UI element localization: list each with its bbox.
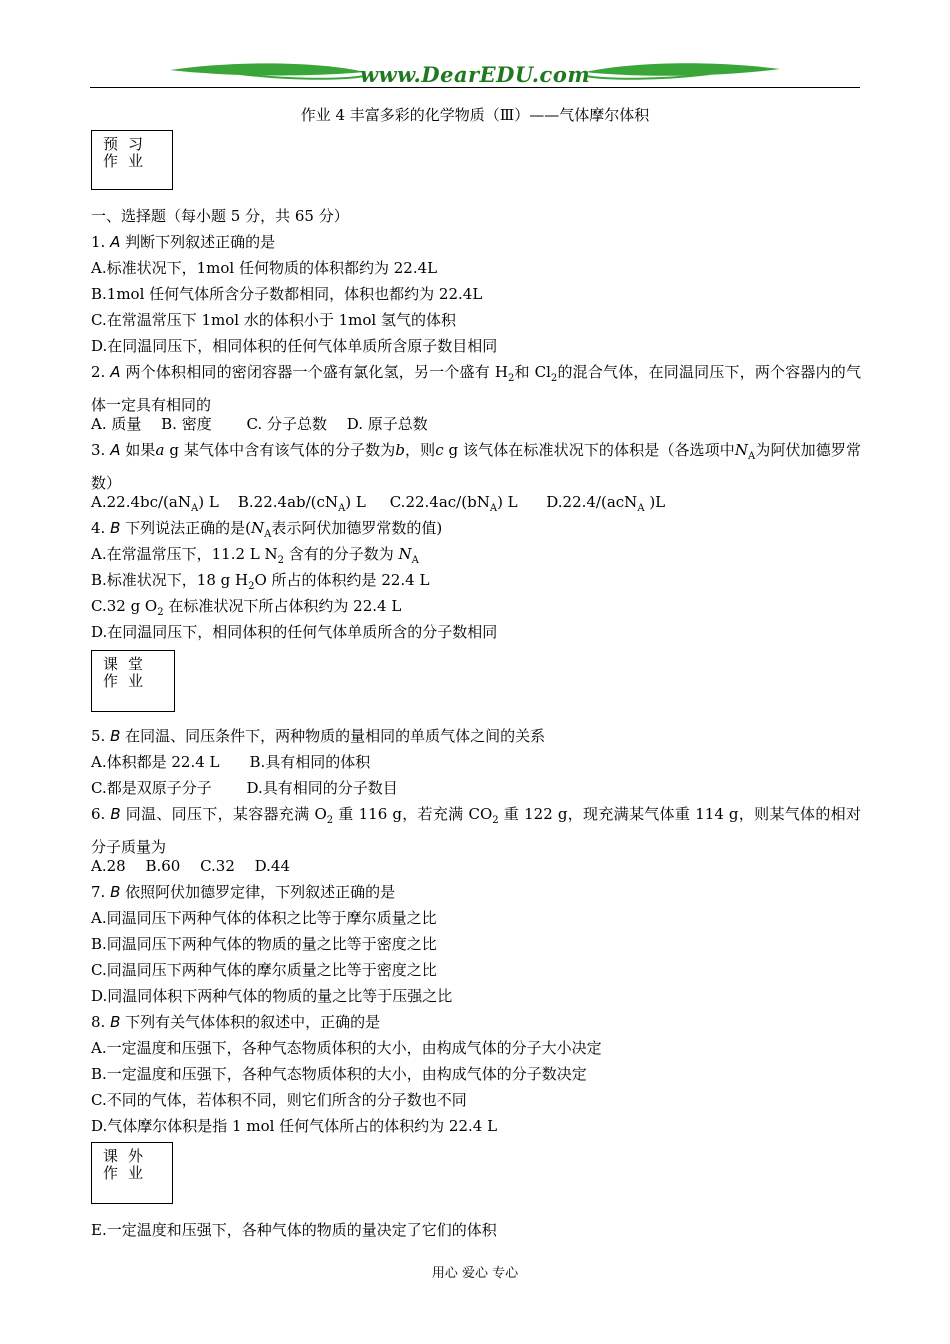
section-label: 预习 [103,135,154,153]
section-label: 课外 [103,1147,154,1165]
question-3: 3. A 如果a g 某气体中含有该气体的分子数为b，则c g 该气体在标准状况下的体积是（各选项中$N_A$为阿伏加德罗常数） [91,441,861,492]
q7-option: C.同温同压下两种气体的摩尔质量之比等于密度之比 [91,961,437,979]
part-heading: 一、选择题（每小题 5 分，共 65 分） [91,207,349,225]
q1-option: D.在同温同压下，相同体积的任何气体单质所含原子数目相同 [91,337,498,355]
question-2: 2. A 两个体积相同的密闭容器一个盛有氯化氢，另一个盛有 $H_2$和 $Cl_2$的混合气体，在同温同压下，两个容器内的气体一定具有相同的 [91,363,861,414]
section-box-after [91,1142,173,1204]
section-label: 作业 [103,152,154,170]
question-4: 4. B 下列说法正确的是($N_A$表示阿伏加德罗常数的值) [91,519,443,540]
q5-options: C.都是双原子分子 D.具有相同的分子数目 [91,779,398,797]
q4-option: C.32 g $O_2$ 在标准状况下所占体积约为 22.4 L [91,597,402,618]
site-logo-text[interactable]: www.DearEDU.com [359,62,591,87]
q7-option: B.同温同压下两种气体的物质的量之比等于密度之比 [91,935,437,953]
q6-options: A.28 B.60 C.32 D.44 [91,857,291,875]
section-label: 课堂 [103,655,154,673]
q5-options: A.体积都是 22.4 L B.具有相同的体积 [91,753,371,771]
page-footer: 用心 爱心 专心 [431,1266,519,1281]
q8-option: B.一定温度和压强下，各种气态物质体积的大小，由构成气体的分子数决定 [91,1065,587,1083]
difficulty-level: B [110,519,121,537]
question-6: 6. B 同温、同压下，某容器充满 $O_2$ 重 116 g，若充满 $CO_2$ 重 122 g，现充满某气体重 114 g，则某气体的相对分子质量为 [91,805,861,856]
q1-option: C.在常温常压下 1mol 水的体积小于 1mol 氢气的体积 [91,311,456,329]
section-label: 作业 [103,1164,154,1182]
difficulty-level: A [110,233,121,251]
q3-options: $A.22.4bc/(aN_A)$ L $B.22.4ab/(cN_A)$ L $C.22.4ac/(bN_A)$ L D.22.4/(acN$_A$ )L [91,493,666,514]
q8-option: A.一定温度和压强下，各种气态物质体积的大小，由构成气体的分子大小决定 [91,1039,602,1057]
q1-option: A.标准状况下，1mol 任何物质的体积都约为 22.4L [91,259,438,277]
question-5: 5. B 在同温、同压条件下，两种物质的量相同的单质气体之间的关系 [91,727,546,745]
question-7: 7. B 依照阿伏加德罗定律，下列叙述正确的是 [91,883,396,901]
q8-option: E.一定温度和压强下，各种气体的物质的量决定了它们的体积 [91,1221,497,1239]
difficulty-level: B [110,727,121,745]
q4-option: A.在常温常压下，11.2 L $N_2$ 含有的分子数为 $N_A$ [91,545,419,566]
section-box-class [91,650,175,712]
difficulty-level: B [110,883,121,901]
section-label: 作业 [103,672,154,690]
q7-option: A.同温同压下两种气体的体积之比等于摩尔质量之比 [91,909,437,927]
difficulty-level: B [110,805,121,823]
q8-option: D.气体摩尔体积是指 1 mol 任何气体所占的体积约为 22.4 L [91,1117,498,1135]
page-title: 作业 4 丰富多彩的化学物质（Ⅲ）——气体摩尔体积 [300,106,650,124]
question-8: 8. B 下列有关气体体积的叙述中，正确的是 [91,1013,381,1031]
question-1: 1. A 判断下列叙述正确的是 [91,233,276,251]
q4-option: B.标准状况下，18 g $H_2O$ 所占的体积约是 22.4 L [91,571,430,592]
header-rule [90,87,860,88]
q7-option: D.同温同体积下两种气体的物质的量之比等于压强之比 [91,987,453,1005]
q8-option: C.不同的气体，若体积不同，则它们所含的分子数也不同 [91,1091,467,1109]
section-box-preview [91,130,173,190]
difficulty-level: A [110,363,121,381]
q4-option: D.在同温同压下，相同体积的任何气体单质所含的分子数相同 [91,623,498,641]
difficulty-level: B [110,1013,121,1031]
q1-option: B.1mol 任何气体所含分子数都相同，体积也都约为 22.4L [91,285,483,303]
site-header [90,58,860,90]
q2-options: A. 质量 B. 密度 C. 分子总数 D. 原子总数 [91,415,428,433]
difficulty-level: A [110,441,121,459]
